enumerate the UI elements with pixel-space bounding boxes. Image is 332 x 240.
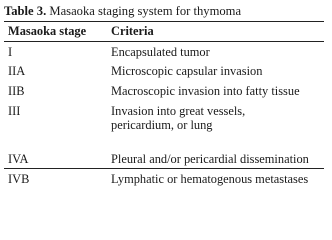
criteria-line: pericardium, or lung bbox=[111, 118, 213, 132]
criteria-cell bbox=[111, 101, 324, 149]
table-header-row bbox=[4, 22, 324, 41]
table-row bbox=[4, 149, 324, 169]
stage-cell: IVB bbox=[8, 172, 30, 186]
criteria-line: Invasion into great vessels, bbox=[111, 104, 246, 118]
stage-cell: IIB bbox=[8, 84, 25, 98]
criteria-cell: Lymphatic or hematogenous metastases bbox=[111, 172, 309, 186]
table-title: Masaoka staging system for thymoma bbox=[49, 4, 242, 18]
criteria-cell: Encapsulated tumor bbox=[111, 45, 210, 59]
table-label: Table 3. bbox=[4, 4, 47, 18]
criteria-cell: Microscopic capsular invasion bbox=[111, 64, 263, 78]
stage-cell: III bbox=[8, 104, 21, 118]
table-row bbox=[4, 101, 324, 149]
staging-table bbox=[4, 22, 324, 188]
table-row bbox=[4, 41, 324, 61]
header-criteria: Criteria bbox=[111, 24, 154, 38]
stage-cell: IVA bbox=[8, 152, 29, 166]
criteria-cell: Pleural and/or pericardial dissemination bbox=[111, 152, 309, 166]
table-row bbox=[4, 61, 324, 81]
table-row bbox=[4, 169, 324, 188]
stage-cell: I bbox=[8, 45, 13, 59]
table-caption bbox=[4, 3, 241, 19]
header-stage: Masaoka stage bbox=[8, 24, 87, 38]
stage-cell: IIA bbox=[8, 64, 26, 78]
criteria-cell: Macroscopic invasion into fatty tissue bbox=[111, 84, 300, 98]
table-row bbox=[4, 81, 324, 101]
